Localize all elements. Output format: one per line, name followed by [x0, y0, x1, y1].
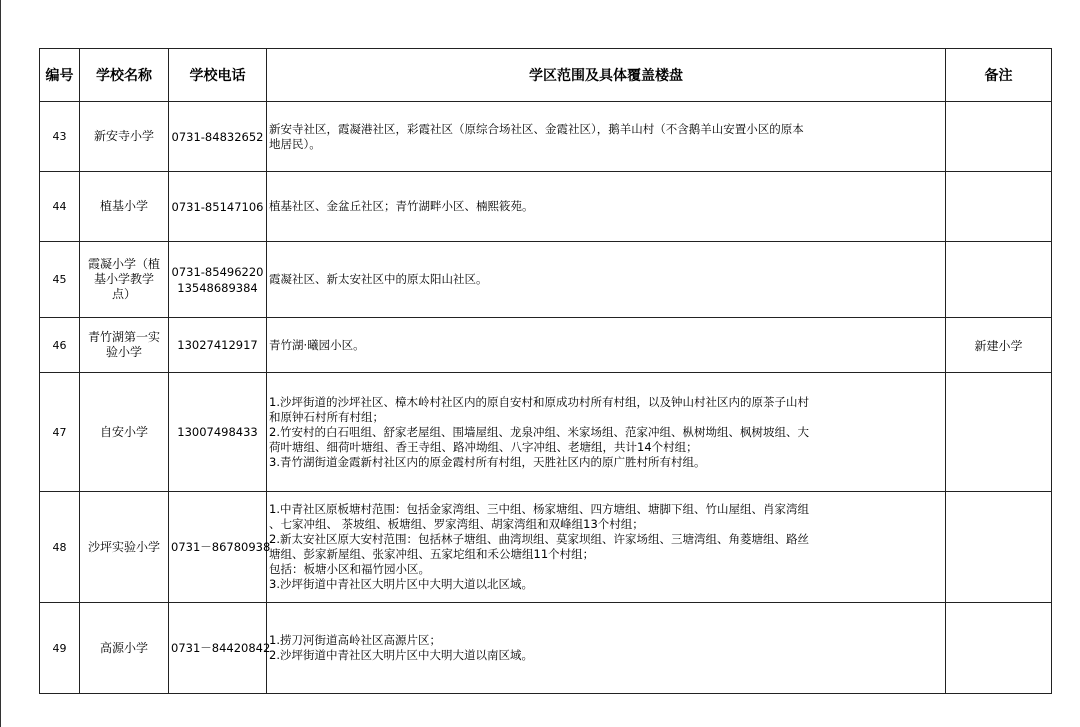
cell-district-area-line: 、七家冲组、 茶坡组、板塘组、罗家湾组、胡家湾组和双峰组13个村组；	[269, 517, 644, 531]
cell-district-area-line: 霞凝社区、新太安社区中的原太阳山社区。	[269, 272, 488, 286]
cell-school-name-line: 高源小学	[99, 640, 148, 655]
cell-district-area	[267, 242, 946, 318]
cell-phone-line: 0731-85147106	[171, 199, 264, 214]
cell-district-area-line: 塘组、彭家新屋组、张家冲组、五家坨组和禾公塘组11个村组；	[269, 547, 595, 561]
header-school-phone: 学校电话	[169, 49, 267, 102]
cell-no: 43	[40, 102, 80, 172]
cell-district-area-line: 包括：板塘小区和福竹园小区。	[269, 562, 430, 576]
cell-district-area-line: 1.捞刀河街道高岭社区高源片区；	[269, 633, 441, 647]
cell-note	[946, 102, 1052, 172]
cell-district-area-line: 2.沙坪街道中青社区大明片区中大明大道以南区域。	[269, 648, 533, 662]
cell-phone	[169, 242, 267, 318]
cell-school-name-line: 新安寺小学	[93, 129, 154, 143]
cell-phone-line: 0731－86780938	[171, 540, 271, 554]
cell-district-area	[267, 172, 946, 242]
cell-note	[946, 603, 1052, 694]
cell-district-area	[267, 492, 946, 603]
table-header-row	[40, 49, 1052, 102]
cell-district-area-line: 1.沙坪街道的沙坪社区、樟木岭村社区内的原自安村和原成功村所有村组，以及钟山村社区内的原茶子山村	[269, 394, 809, 409]
cell-note	[946, 172, 1052, 242]
cell-school-name-line: 验小学	[105, 345, 142, 359]
cell-phone-line: 13007498433	[177, 425, 258, 439]
table-body	[40, 102, 1052, 694]
header-note: 备注	[946, 49, 1052, 102]
cell-phone	[169, 603, 271, 694]
cell-no: 44	[40, 172, 80, 242]
cell-no: 45	[40, 242, 80, 318]
cell-district-area-line: 3.青竹湖街道金霞新村社区内的原金霞村所有村组，天胜社区内的原广胜村所有村组。	[269, 454, 706, 469]
cell-school-name	[80, 603, 169, 694]
cell-no: 47	[40, 373, 80, 492]
cell-phone-line: 13027412917	[177, 338, 258, 352]
table-row	[40, 172, 1052, 242]
table-row	[40, 373, 1052, 492]
page-left-border	[0, 0, 1, 727]
cell-phone-line: 0731-85496220	[171, 264, 264, 279]
cell-school-name	[80, 492, 169, 603]
cell-phone	[169, 102, 267, 172]
cell-district-area-line: 青竹湖·曦园小区。	[269, 337, 365, 352]
table-row	[40, 603, 1052, 694]
cell-note: 新建小学	[946, 318, 1052, 373]
cell-school-name	[80, 172, 169, 242]
cell-school-name-line: 青竹湖第一实	[87, 330, 160, 344]
cell-district-area	[267, 373, 946, 492]
cell-school-name-line: 霞凝小学（植	[87, 257, 160, 271]
cell-district-area	[267, 102, 946, 172]
cell-note	[946, 492, 1052, 603]
table-row	[40, 102, 1052, 172]
cell-school-name	[80, 318, 169, 373]
cell-school-name	[80, 373, 169, 492]
cell-phone-line: 13548689384	[177, 280, 258, 295]
cell-no: 49	[40, 603, 80, 694]
cell-phone	[169, 318, 267, 373]
cell-district-area-line: 新安寺社区，霞凝港社区，彩霞社区（原综合场社区、金霞社区），鹅羊山村（不含鹅羊山安置小区的原本	[269, 121, 804, 136]
cell-district-area	[267, 318, 946, 373]
cell-phone	[169, 172, 267, 242]
cell-school-name-line: 基小学教学	[93, 272, 154, 286]
cell-phone	[169, 492, 271, 603]
cell-school-name-line: 自安小学	[99, 424, 148, 439]
cell-school-name-line: 点）	[111, 287, 136, 301]
cell-district-area-line: 植基社区、金盆丘社区；青竹湖畔小区、楠熙筱苑。	[269, 199, 534, 213]
table-row	[40, 318, 1052, 373]
cell-school-name	[80, 102, 169, 172]
cell-phone-line: 0731-84832652	[171, 129, 264, 144]
header-school-name: 学校名称	[80, 49, 169, 102]
cell-note	[946, 373, 1052, 492]
school-district-table	[39, 48, 1052, 694]
table-row	[40, 242, 1052, 318]
table-row	[40, 492, 1052, 603]
cell-district-area-line: 荷叶塘组、细荷叶塘组、香王寺组、路冲坳组、八字冲组、老塘组，共计14个村组；	[269, 439, 698, 454]
cell-district-area-line: 1.中青社区原板塘村范围：包括金家湾组、三中组、杨家塘组、四方塘组、塘脚下组、竹山屋组、肖家湾组	[269, 502, 809, 516]
cell-district-area-line: 2.新太安社区原大安村范围：包括林子塘组、曲湾坝组、莫家坝组、许家场组、三塘湾组、角菱塘组、路丝	[269, 532, 809, 546]
cell-phone	[169, 373, 267, 492]
cell-school-name-line: 植基小学	[99, 199, 148, 213]
cell-note	[946, 242, 1052, 318]
cell-district-area-line: 地居民）。	[269, 136, 321, 151]
cell-no: 48	[40, 492, 80, 603]
header-district-area: 学区范围及具体覆盖楼盘	[267, 49, 946, 102]
cell-district-area	[267, 603, 946, 694]
cell-school-name-line: 沙坪实验小学	[87, 539, 160, 554]
cell-district-area-line: 2.竹安村的白石咀组、舒家老屋组、围墙屋组、龙泉冲组、米家场组、范家冲组、枞树坳组、枫树坡组、大	[269, 424, 809, 439]
cell-district-area-line: 和原钟石村所有村组；	[269, 409, 384, 424]
cell-phone-line: 0731－84420842	[171, 641, 271, 655]
cell-school-name	[80, 242, 169, 318]
cell-district-area-line: 3.沙坪街道中青社区大明片区中大明大道以北区域。	[269, 577, 533, 591]
header-no: 编号	[40, 49, 80, 102]
cell-no: 46	[40, 318, 80, 373]
